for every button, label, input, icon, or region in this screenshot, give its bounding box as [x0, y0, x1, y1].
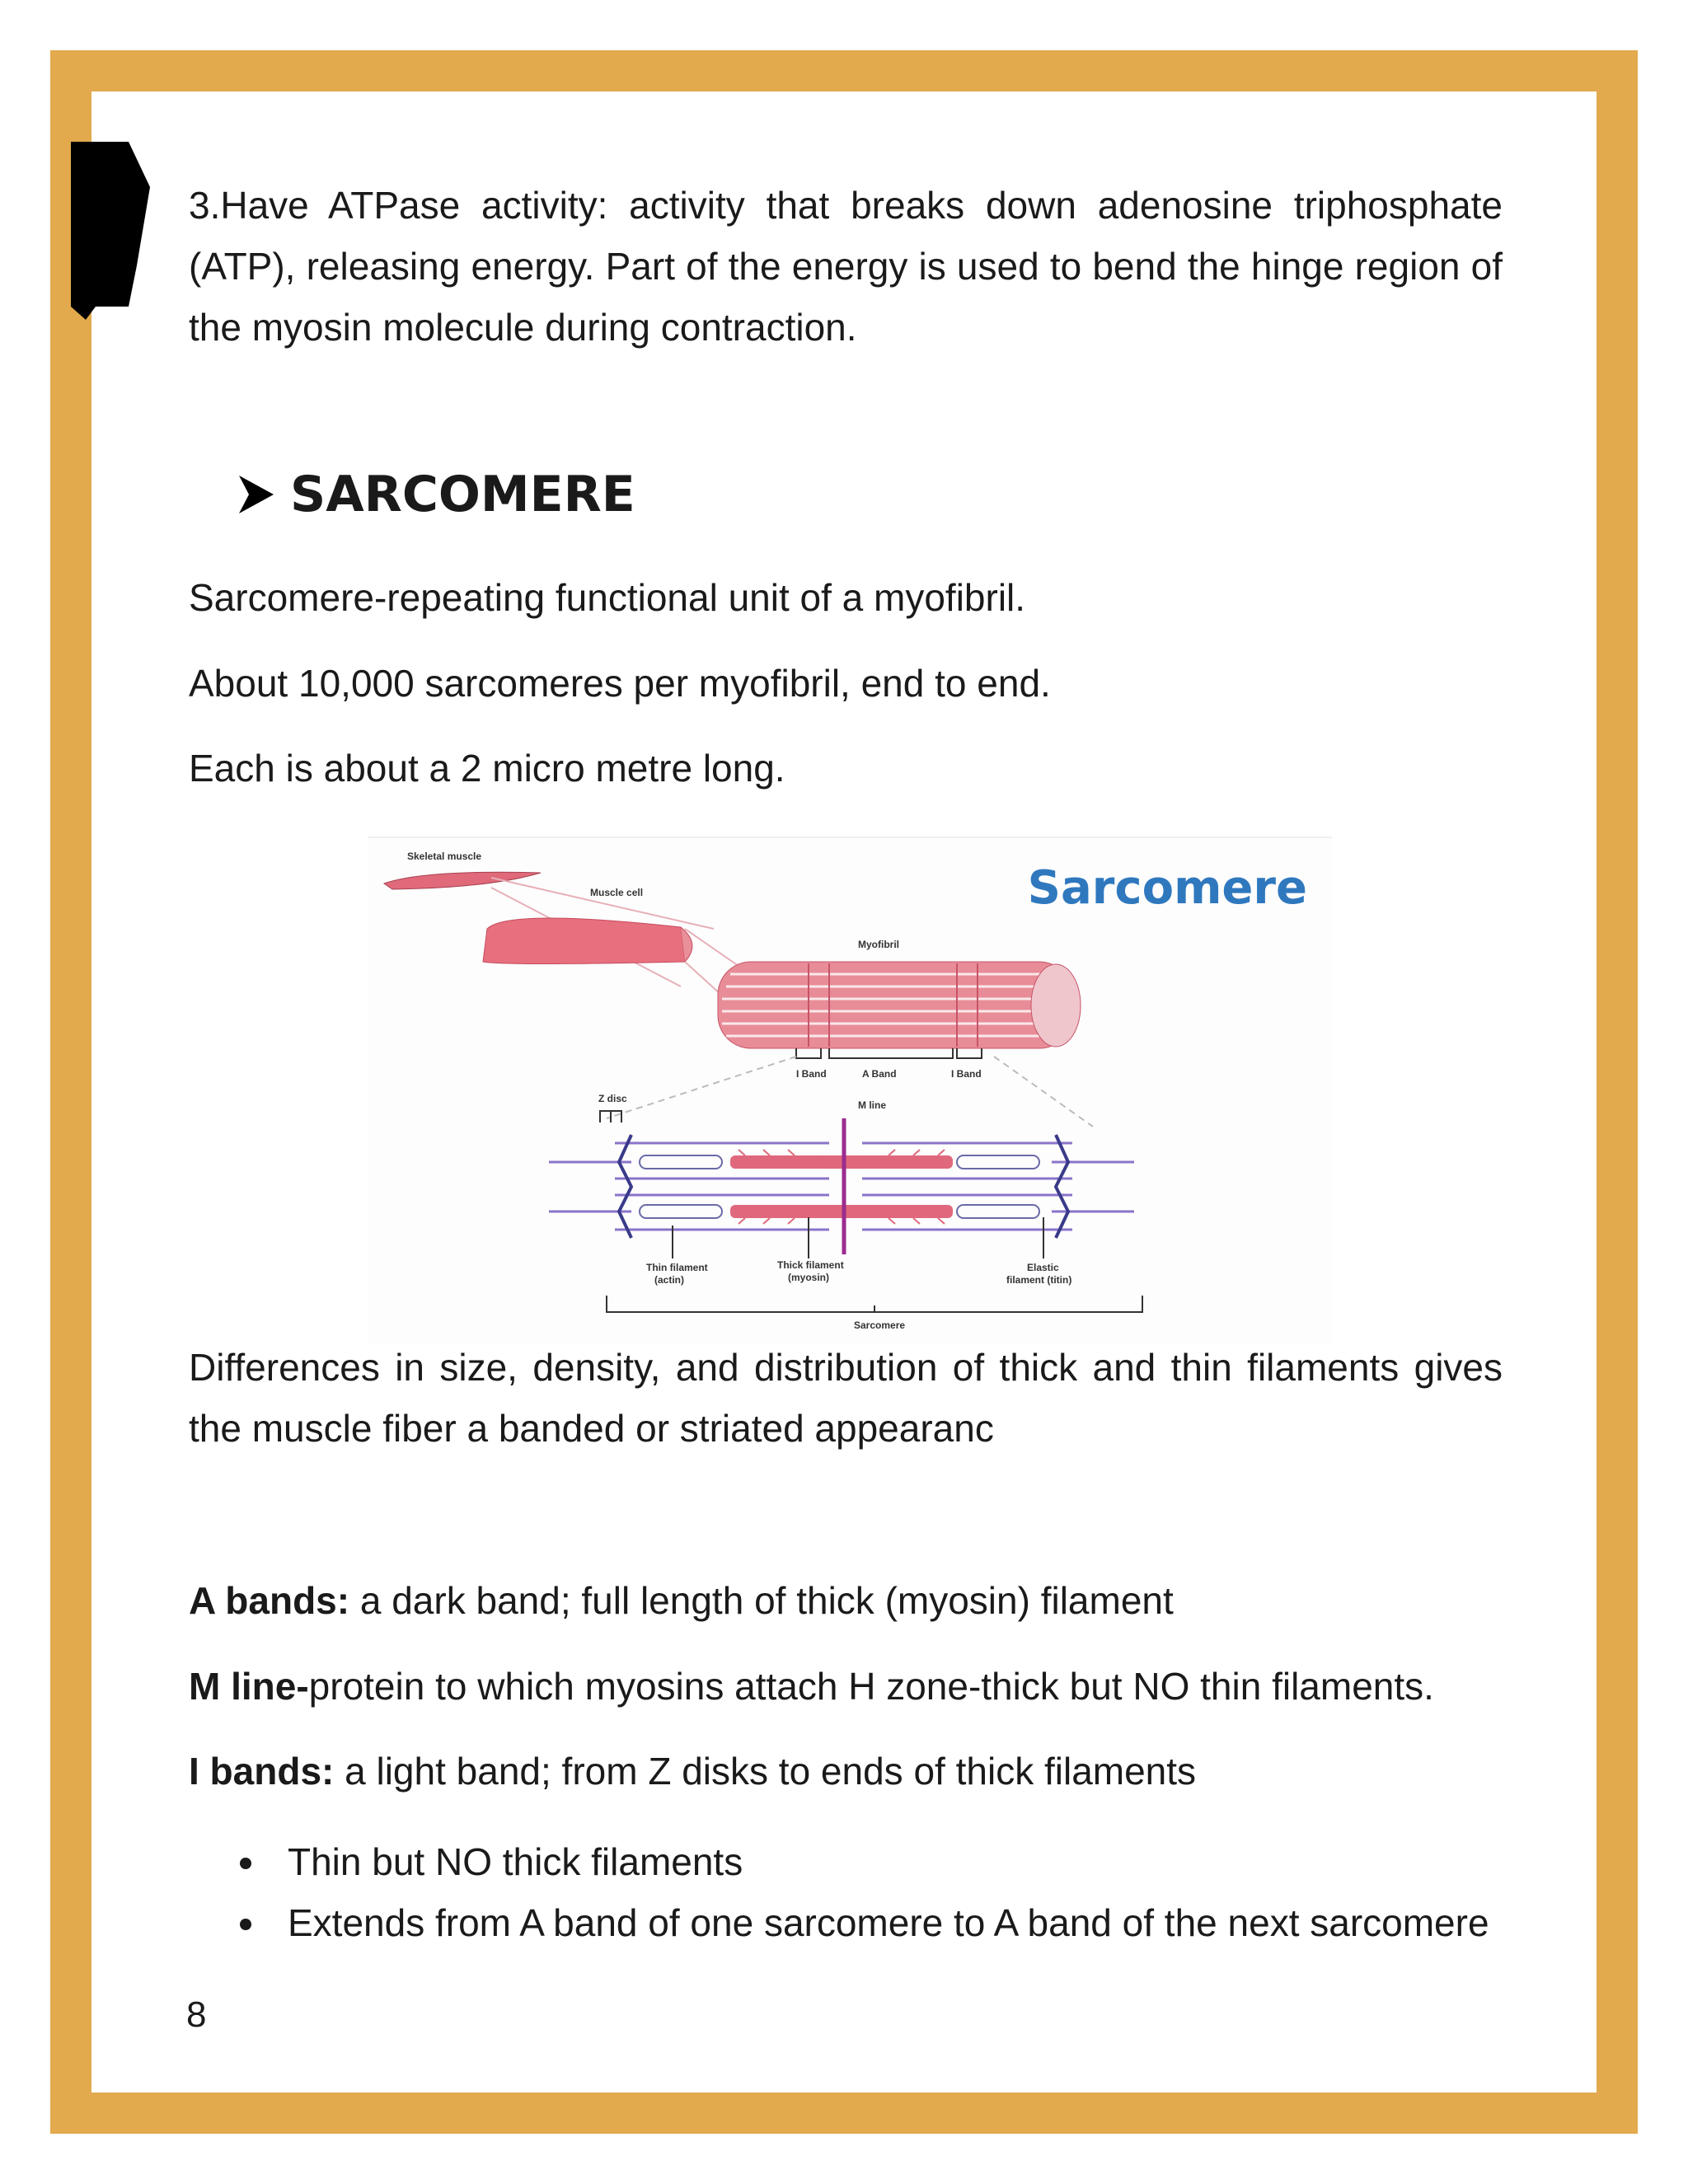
atpase-paragraph: 3.Have ATPase activity: activity that breaks down adenosine triphosphate (ATP), releasing energy. Part of the energy is used to bend the hinge region of the myosin molecule during contraction. [189, 184, 1503, 349]
differences-paragraph: Differences in size, density, and distribution of thick and thin filaments gives the muscle fiber a banded or striated appearanc [189, 1346, 1503, 1450]
list-item [189, 1831, 1489, 1892]
label-i-band-left: I Band [796, 1068, 827, 1080]
skeletal-muscle-shape [384, 872, 541, 889]
definition-a-bands [189, 1576, 1174, 1625]
arrow-bullet-icon [239, 476, 274, 513]
label-myofibril: Myofibril [858, 939, 899, 950]
label-m-line: M line [858, 1099, 887, 1111]
label-elastic-filament-sub: filament (titin) [1006, 1274, 1072, 1286]
label-thin-filament-sub: (actin) [654, 1274, 684, 1286]
intro-line-2: About 10,000 sarcomeres per myofibril, end to end. [189, 662, 1051, 705]
list-item-text: Extends from A band of one sarcomere to A band of the next sarcomere [288, 1901, 1489, 1944]
definition-term: I bands: [189, 1750, 335, 1793]
label-thick-filament-sub: (myosin) [788, 1272, 830, 1283]
label-skeletal-muscle: Skeletal muscle [407, 851, 482, 862]
thick-filaments [730, 1155, 953, 1218]
label-sarcomere: Sarcomere [854, 1319, 906, 1331]
label-thick-filament: Thick filament [777, 1259, 844, 1271]
list-item-text: Thin but NO thick filaments [288, 1840, 743, 1883]
definition-text: a light band; from Z disks to ends of thick filaments [334, 1750, 1197, 1793]
label-muscle-cell: Muscle cell [590, 887, 644, 898]
definition-term: A bands: [189, 1579, 350, 1622]
sarcomere-figure [368, 837, 1332, 1345]
label-i-band-right: I Band [951, 1068, 982, 1080]
intro-line-3: Each is about a 2 micro metre long. [189, 747, 785, 790]
label-elastic-filament: Elastic [1027, 1262, 1059, 1273]
definition-text: protein to which myosins attach H zone-thick but NO thin filaments. [308, 1665, 1434, 1708]
sarcomere-diagram [368, 838, 1332, 1345]
label-z-disc: Z disc [598, 1093, 627, 1104]
page-number: 8 [186, 1994, 207, 2035]
definition-term: M line- [189, 1665, 309, 1708]
bookmark-tab-icon [71, 142, 150, 320]
section-heading [239, 466, 635, 523]
sarcomere-bracket [607, 1296, 1142, 1312]
bullet-dot-icon [240, 1919, 251, 1930]
i-band-bullet-list [189, 1831, 1489, 1953]
intro-line-1: Sarcomere-repeating functional unit of a myofibril. [189, 576, 1026, 619]
myofibril-end [1031, 964, 1081, 1047]
bullet-dot-icon [240, 1858, 251, 1869]
definition-m-line [189, 1661, 1434, 1711]
label-a-band: A Band [862, 1068, 897, 1080]
figure-title: Sarcomere [1027, 861, 1307, 915]
muscle-cell-shape [483, 918, 685, 964]
section-heading-text: SARCOMERE [290, 466, 635, 523]
definition-text: a dark band; full length of thick (myosin) filament [349, 1579, 1174, 1622]
label-thin-filament: Thin filament [646, 1262, 708, 1273]
definition-i-bands [189, 1746, 1196, 1796]
list-item [189, 1892, 1489, 1953]
